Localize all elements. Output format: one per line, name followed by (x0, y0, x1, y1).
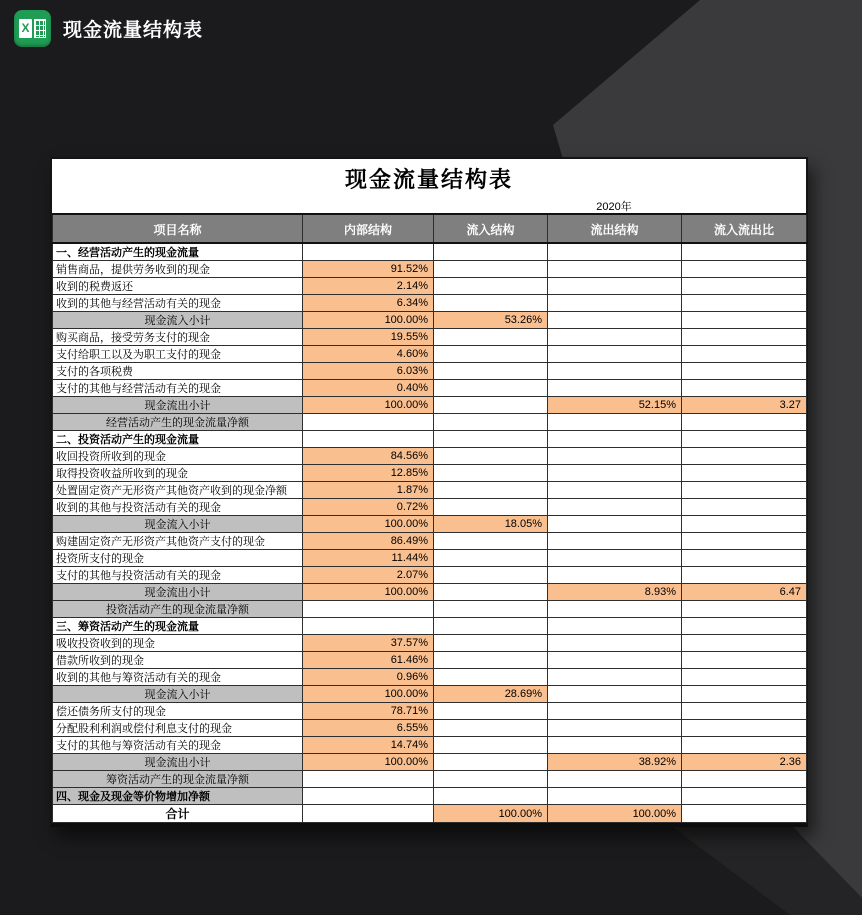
cell-inflow[interactable] (434, 652, 548, 669)
cell-ratio[interactable] (682, 805, 807, 823)
table-row (53, 431, 807, 448)
cell-internal[interactable]: 2.07% (303, 567, 434, 584)
cell-outflow[interactable] (548, 771, 682, 788)
cell-ratio[interactable] (682, 788, 807, 805)
cell-label[interactable]: 购建固定资产无形资产其他资产支付的现金 (53, 533, 303, 550)
cell-label[interactable]: 收到的其他与投资活动有关的现金 (53, 499, 303, 516)
cell-outflow[interactable] (548, 567, 682, 584)
cell-ratio[interactable]: 3.27 (682, 397, 807, 414)
cell-internal[interactable] (303, 805, 434, 823)
cell-ratio[interactable] (682, 346, 807, 363)
cell-label[interactable]: 收到的其他与筹资活动有关的现金 (53, 669, 303, 686)
cell-internal[interactable]: 86.49% (303, 533, 434, 550)
table-body (53, 243, 807, 823)
cell-outflow[interactable]: 8.93% (548, 584, 682, 601)
cell-ratio[interactable] (682, 363, 807, 380)
cell-internal[interactable]: 0.96% (303, 669, 434, 686)
cell-label[interactable]: 支付的其他与经营活动有关的现金 (53, 380, 303, 397)
cell-internal[interactable]: 1.87% (303, 482, 434, 499)
cell-outflow[interactable] (548, 448, 682, 465)
cell-label[interactable]: 现金流出小计 (53, 584, 303, 601)
cell-ratio[interactable] (682, 465, 807, 482)
cell-label[interactable]: 收到的其他与经营活动有关的现金 (53, 295, 303, 312)
cell-ratio[interactable] (682, 243, 807, 261)
cell-inflow[interactable] (434, 720, 548, 737)
cell-ratio[interactable] (682, 448, 807, 465)
cell-outflow[interactable] (548, 431, 682, 448)
cell-ratio[interactable] (682, 703, 807, 720)
cell-outflow[interactable] (548, 635, 682, 652)
table-row (53, 567, 807, 584)
cell-label[interactable]: 分配股利利润或偿付利息支付的现金 (53, 720, 303, 737)
cell-ratio[interactable]: 6.47 (682, 584, 807, 601)
cell-internal[interactable]: 11.44% (303, 550, 434, 567)
cell-outflow[interactable] (548, 414, 682, 431)
cell-outflow[interactable] (548, 601, 682, 618)
table-row (53, 482, 807, 499)
cell-outflow[interactable] (548, 312, 682, 329)
cell-ratio[interactable]: 2.36 (682, 754, 807, 771)
cell-outflow[interactable] (548, 380, 682, 397)
cell-inflow[interactable] (434, 465, 548, 482)
spreadsheet-grid-glyph (34, 19, 46, 38)
cell-outflow[interactable] (548, 533, 682, 550)
cell-outflow[interactable] (548, 329, 682, 346)
cell-ratio[interactable] (682, 295, 807, 312)
cell-outflow[interactable]: 38.92% (548, 754, 682, 771)
cell-internal[interactable]: 100.00% (303, 397, 434, 414)
cell-outflow[interactable] (548, 516, 682, 533)
table-row (53, 720, 807, 737)
cell-internal[interactable]: 100.00% (303, 516, 434, 533)
cell-ratio[interactable] (682, 278, 807, 295)
column-header-outflow[interactable]: 流出结构 (548, 214, 682, 243)
cell-inflow[interactable]: 100.00% (434, 805, 548, 823)
cell-ratio[interactable] (682, 533, 807, 550)
table-row (53, 380, 807, 397)
cell-label[interactable]: 筹资活动产生的现金流量净额 (53, 771, 303, 788)
cell-label[interactable]: 支付给职工以及为职工支付的现金 (53, 346, 303, 363)
table-row (53, 601, 807, 618)
cell-ratio[interactable] (682, 618, 807, 635)
cell-ratio[interactable] (682, 652, 807, 669)
cell-inflow[interactable] (434, 329, 548, 346)
cell-ratio[interactable] (682, 669, 807, 686)
cell-label[interactable]: 一、经营活动产生的现金流量 (53, 243, 303, 261)
table-row (53, 329, 807, 346)
cell-internal[interactable]: 19.55% (303, 329, 434, 346)
cell-internal[interactable]: 100.00% (303, 584, 434, 601)
table-row (53, 448, 807, 465)
cell-internal[interactable]: 37.57% (303, 635, 434, 652)
table-row (53, 243, 807, 261)
cell-ratio[interactable] (682, 261, 807, 278)
cell-inflow[interactable] (434, 754, 548, 771)
cell-ratio[interactable] (682, 635, 807, 652)
cell-internal[interactable]: 0.72% (303, 499, 434, 516)
table-row (53, 533, 807, 550)
cell-ratio[interactable] (682, 601, 807, 618)
cell-ratio[interactable] (682, 329, 807, 346)
cell-label[interactable]: 合计 (53, 805, 303, 823)
cell-inflow[interactable] (434, 261, 548, 278)
cell-inflow[interactable] (434, 601, 548, 618)
cell-label[interactable]: 处置固定资产无形资产其他资产收到的现金净额 (53, 482, 303, 499)
cell-internal[interactable]: 0.40% (303, 380, 434, 397)
cell-inflow[interactable] (434, 703, 548, 720)
cell-ratio[interactable] (682, 499, 807, 516)
year-row (52, 197, 806, 213)
table-row (53, 771, 807, 788)
column-header-project[interactable]: 项目名称 (53, 214, 303, 243)
cell-internal[interactable] (303, 414, 434, 431)
cell-inflow[interactable] (434, 243, 548, 261)
cell-internal[interactable]: 100.00% (303, 754, 434, 771)
cell-label[interactable]: 现金流出小计 (53, 397, 303, 414)
cell-internal[interactable]: 12.85% (303, 465, 434, 482)
cell-ratio[interactable] (682, 737, 807, 754)
cell-inflow[interactable] (434, 635, 548, 652)
spreadsheet (50, 157, 808, 827)
table-row (53, 499, 807, 516)
excel-icon (14, 10, 51, 47)
cell-outflow[interactable] (548, 720, 682, 737)
cell-inflow[interactable] (434, 499, 548, 516)
cell-label[interactable]: 现金流入小计 (53, 516, 303, 533)
cell-ratio[interactable] (682, 516, 807, 533)
cell-ratio[interactable] (682, 414, 807, 431)
table-row (53, 516, 807, 533)
cell-internal[interactable]: 6.34% (303, 295, 434, 312)
cell-inflow[interactable]: 28.69% (434, 686, 548, 703)
cell-inflow[interactable] (434, 448, 548, 465)
table-row (53, 346, 807, 363)
table-row (53, 363, 807, 380)
cell-ratio[interactable] (682, 686, 807, 703)
sheet-title: 现金流量结构表 (52, 159, 806, 197)
titlebar (0, 0, 862, 56)
cell-internal[interactable]: 2.14% (303, 278, 434, 295)
cell-label[interactable]: 购买商品，接受劳务支付的现金 (53, 329, 303, 346)
year-label[interactable]: 2020年 (596, 201, 632, 213)
cell-ratio[interactable] (682, 312, 807, 329)
cell-inflow[interactable] (434, 737, 548, 754)
cell-internal[interactable] (303, 431, 434, 448)
table-row (53, 295, 807, 312)
cell-inflow[interactable] (434, 295, 548, 312)
cell-inflow[interactable] (434, 278, 548, 295)
table-row (53, 261, 807, 278)
cell-inflow[interactable] (434, 380, 548, 397)
cell-inflow[interactable]: 18.05% (434, 516, 548, 533)
cell-outflow[interactable] (548, 550, 682, 567)
file-title: 现金流量结构表 (63, 19, 204, 41)
excel-x-glyph: X (19, 19, 32, 38)
cell-label[interactable]: 三、筹资活动产生的现金流量 (53, 618, 303, 635)
cell-inflow[interactable] (434, 618, 548, 635)
cell-outflow[interactable]: 100.00% (548, 805, 682, 823)
cell-inflow[interactable] (434, 346, 548, 363)
cell-ratio[interactable] (682, 550, 807, 567)
cell-internal[interactable] (303, 618, 434, 635)
cell-internal[interactable]: 6.55% (303, 720, 434, 737)
cell-ratio[interactable] (682, 431, 807, 448)
table-row (53, 397, 807, 414)
column-header-inflow[interactable]: 流入结构 (434, 214, 548, 243)
table-row (53, 805, 807, 823)
cell-inflow[interactable] (434, 550, 548, 567)
cell-label[interactable]: 支付的其他与投资活动有关的现金 (53, 567, 303, 584)
cell-label[interactable]: 现金流出小计 (53, 754, 303, 771)
cell-internal[interactable]: 78.71% (303, 703, 434, 720)
cashflow-table (52, 213, 807, 823)
cell-inflow[interactable] (434, 363, 548, 380)
cell-label[interactable]: 销售商品，提供劳务收到的现金 (53, 261, 303, 278)
cell-label[interactable]: 投资所支付的现金 (53, 550, 303, 567)
cell-label[interactable]: 偿还债务所支付的现金 (53, 703, 303, 720)
table-row (53, 686, 807, 703)
cell-outflow[interactable] (548, 788, 682, 805)
cell-internal[interactable]: 91.52% (303, 261, 434, 278)
table-row (53, 737, 807, 754)
cell-inflow[interactable]: 53.26% (434, 312, 548, 329)
table-row (53, 312, 807, 329)
cell-outflow[interactable] (548, 482, 682, 499)
cell-outflow[interactable]: 52.15% (548, 397, 682, 414)
cell-outflow[interactable] (548, 243, 682, 261)
table-row (53, 465, 807, 482)
table-row (53, 414, 807, 431)
cell-outflow[interactable] (548, 737, 682, 754)
cell-ratio[interactable] (682, 567, 807, 584)
cell-label[interactable]: 收回投资所收到的现金 (53, 448, 303, 465)
table-row (53, 550, 807, 567)
cell-internal[interactable] (303, 243, 434, 261)
cell-inflow[interactable] (434, 482, 548, 499)
cell-outflow[interactable] (548, 465, 682, 482)
cell-outflow[interactable] (548, 295, 682, 312)
cell-outflow[interactable] (548, 346, 682, 363)
cell-outflow[interactable] (548, 669, 682, 686)
cell-inflow[interactable] (434, 771, 548, 788)
cell-label[interactable]: 收到的税费返还 (53, 278, 303, 295)
cell-label[interactable]: 经营活动产生的现金流量净额 (53, 414, 303, 431)
cell-ratio[interactable] (682, 720, 807, 737)
cell-internal[interactable] (303, 771, 434, 788)
cell-label[interactable]: 四、现金及现金等价物增加净额 (53, 788, 303, 805)
table-row (53, 584, 807, 601)
cell-internal[interactable]: 14.74% (303, 737, 434, 754)
cell-outflow[interactable] (548, 618, 682, 635)
cell-internal[interactable]: 6.03% (303, 363, 434, 380)
cell-label[interactable]: 吸收投资收到的现金 (53, 635, 303, 652)
cell-label[interactable]: 取得投资收益所收到的现金 (53, 465, 303, 482)
table-row (53, 703, 807, 720)
cell-inflow[interactable] (434, 584, 548, 601)
cell-label[interactable]: 支付的其他与筹资活动有关的现金 (53, 737, 303, 754)
cell-label[interactable]: 支付的各项税费 (53, 363, 303, 380)
cell-internal[interactable]: 100.00% (303, 686, 434, 703)
cell-internal[interactable] (303, 788, 434, 805)
cell-inflow[interactable] (434, 533, 548, 550)
cell-inflow[interactable] (434, 414, 548, 431)
cell-label[interactable]: 现金流入小计 (53, 312, 303, 329)
table-row (53, 788, 807, 805)
cell-label[interactable]: 现金流入小计 (53, 686, 303, 703)
table-row (53, 652, 807, 669)
cell-inflow[interactable] (434, 669, 548, 686)
cell-outflow[interactable] (548, 499, 682, 516)
cell-inflow[interactable] (434, 788, 548, 805)
cell-inflow[interactable] (434, 431, 548, 448)
cell-ratio[interactable] (682, 771, 807, 788)
table-row (53, 635, 807, 652)
cell-outflow[interactable] (548, 686, 682, 703)
cell-internal[interactable]: 100.00% (303, 312, 434, 329)
cell-internal[interactable]: 84.56% (303, 448, 434, 465)
cell-outflow[interactable] (548, 652, 682, 669)
cell-outflow[interactable] (548, 261, 682, 278)
cell-internal[interactable]: 61.46% (303, 652, 434, 669)
table-row (53, 278, 807, 295)
table-row (53, 754, 807, 771)
cell-label[interactable]: 投资活动产生的现金流量净额 (53, 601, 303, 618)
column-header-internal[interactable]: 内部结构 (303, 214, 434, 243)
cell-internal[interactable]: 4.60% (303, 346, 434, 363)
table-row (53, 618, 807, 635)
header-row (53, 214, 807, 243)
cell-label[interactable]: 二、投资活动产生的现金流量 (53, 431, 303, 448)
cell-ratio[interactable] (682, 482, 807, 499)
cell-inflow[interactable] (434, 397, 548, 414)
column-header-ratio[interactable]: 流入流出比 (682, 214, 807, 243)
cell-outflow[interactable] (548, 278, 682, 295)
cell-ratio[interactable] (682, 380, 807, 397)
cell-inflow[interactable] (434, 567, 548, 584)
cell-outflow[interactable] (548, 363, 682, 380)
table-row (53, 669, 807, 686)
cell-internal[interactable] (303, 601, 434, 618)
cell-outflow[interactable] (548, 703, 682, 720)
cell-label[interactable]: 借款所收到的现金 (53, 652, 303, 669)
